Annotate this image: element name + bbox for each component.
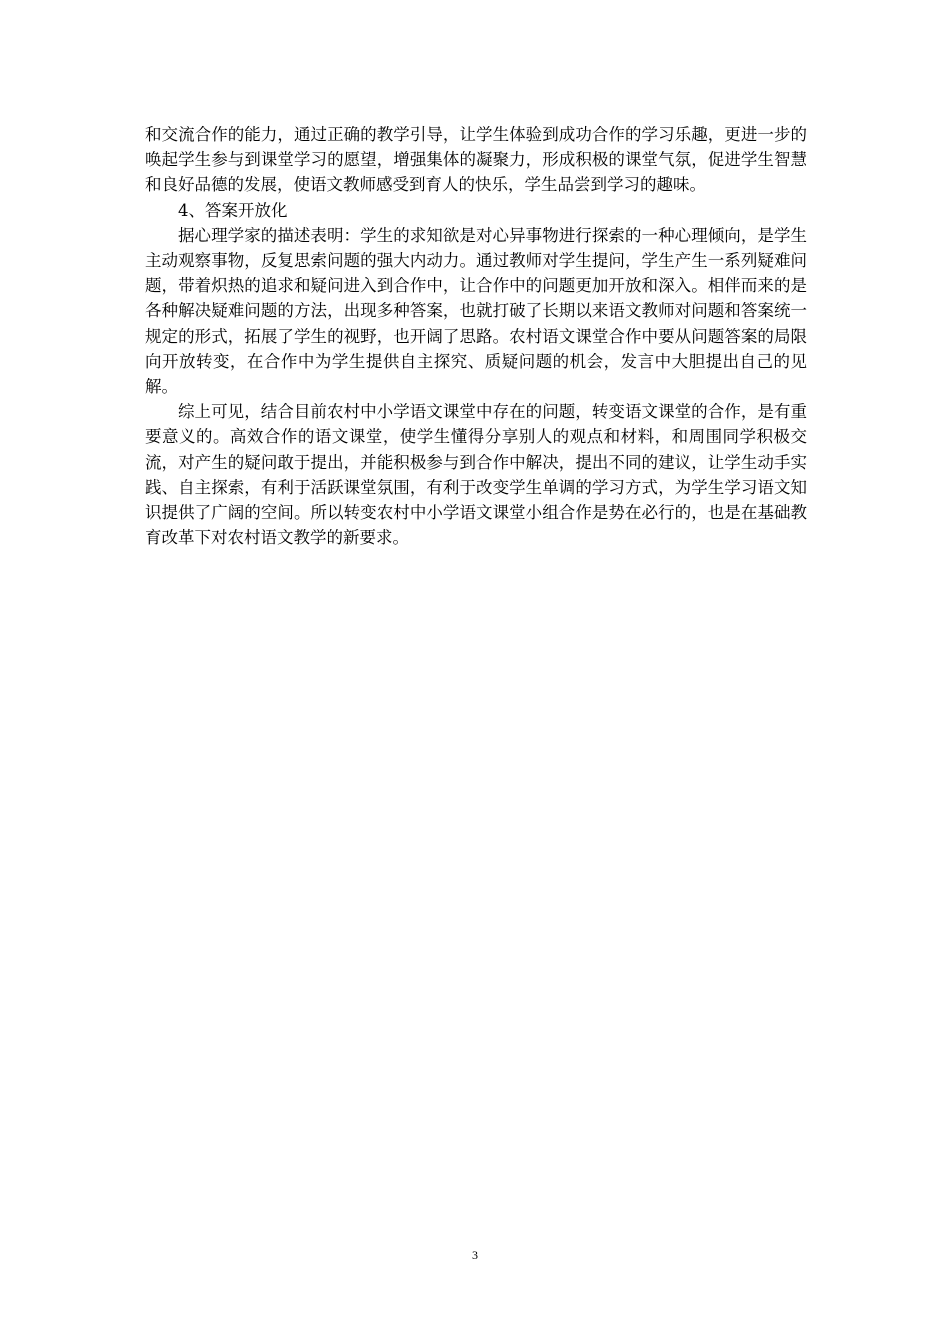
paragraph: 综上可见，结合目前农村中小学语文课堂中存在的问题，转变语文课堂的合作，是有重要意义的。高效合作的语文课堂，使学生懂得分享别人的观点和材料，和周围同学积极交流，对产生的疑问敢于提出，并能积极参与到合作中解决，提出不同的建议，让学生动手实践、自主探索，有利于活跃课堂氛围，有利于改变学生单调的学习方式，为学生学习语文知识提供了广阔的空间。所以转变农村中小学语文课堂小组合作是势在必行的，也是在基础教育改革下对农村语文教学的新要求。 [145,402,807,548]
paragraph: 据心理学家的描述表明：学生的求知欲是对心异事物进行探索的一种心理倾向，是学生主动观察事物，反复思索问题的强大内动力。通过教师对学生提问，学生产生一系列疑难问题，带着炽热的追求和疑问进入到合作中，让合作中的问题更加开放和深入。相伴而来的是各种解决疑难问题的方法，出现多种答案，也就打破了长期以来语文教师对问题和答案统一规定的形式，拓展了学生的视野，也开阔了思路。农村语文课堂合作中要从问题答案的局限向开放转变，在合作中为学生提供自主探究、质疑问题的机会，发言中大胆提出自己的见解。 [145,225,807,397]
page-number: 3 [472,1248,478,1262]
paragraph-continuation: 和交流合作的能力，通过正确的教学引导，让学生体验到成功合作的学习乐趣，更进一步的唤起学生参与到课堂学习的愿望，增强集体的凝聚力，形成积极的课堂气氛，促进学生智慧和良好品德的发展，使语文教师感受到育人的快乐，学生品尝到学习的趣味。 [145,125,807,195]
body-text [145,122,807,550]
section-heading: 4、答案开放化 [178,200,288,220]
